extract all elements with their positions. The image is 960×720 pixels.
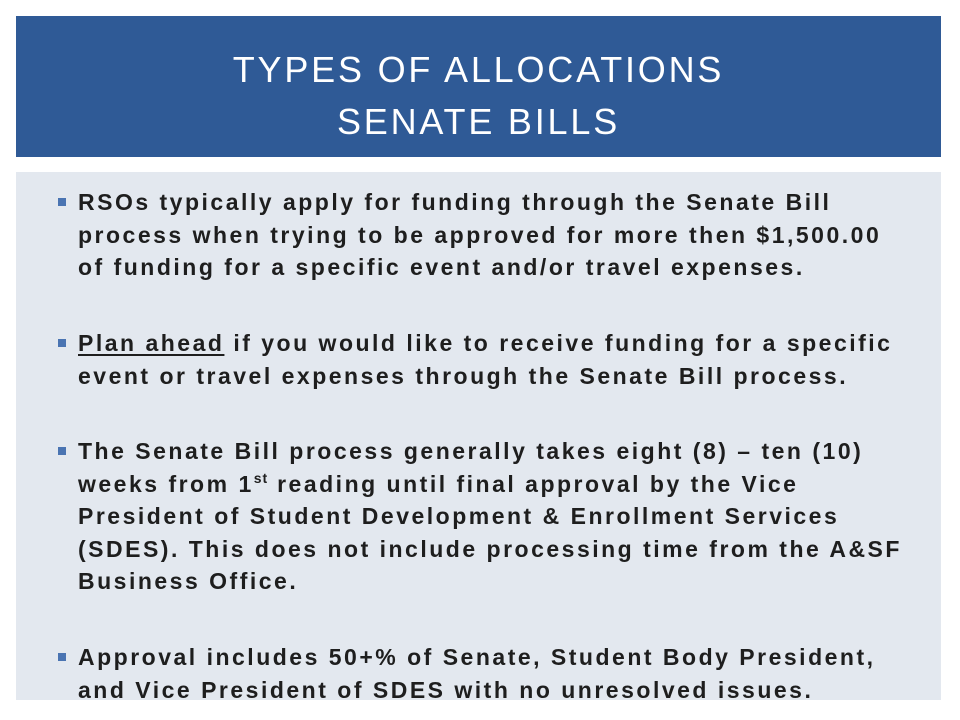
bullet-text-line	[78, 468, 938, 501]
bullet-text-segment: reading until final approval by the Vice	[268, 470, 799, 497]
bullet-item-plan-ahead	[78, 327, 938, 392]
bullet-text-line: RSOs typically apply for funding through the Senate Bill	[78, 189, 832, 215]
bullet-text-segment: weeks from 1	[78, 470, 254, 497]
bullet-text-line: The Senate Bill process generally takes eight (8) – ten (10)	[78, 438, 864, 464]
square-bullet-icon	[58, 198, 66, 206]
bullet-text-line: and Vice President of SDES with no unresolved issues.	[78, 676, 814, 703]
square-bullet-icon	[58, 339, 66, 347]
bullet-text-line: event or travel expenses through the Senate Bill process.	[78, 362, 849, 389]
bullet-text-line: (SDES). This does not include processing time from the A&SF	[78, 535, 902, 562]
square-bullet-icon	[58, 653, 66, 661]
square-bullet-icon	[58, 447, 66, 455]
bullet-item-approval-requirements	[78, 641, 938, 706]
bullet-text-line: of funding for a specific event and/or travel expenses.	[78, 254, 805, 280]
bullet-item-process-duration	[78, 435, 938, 598]
bullet-text-line	[78, 327, 938, 360]
bullet-text-line: President of Student Development & Enrollment Services	[78, 503, 840, 529]
bullet-text-line: Business Office.	[78, 568, 299, 594]
bullet-text-segment: if you would like to receive funding for a specific	[224, 330, 893, 356]
bullet-text-line: Approval includes 50+% of Senate, Student Body President,	[78, 644, 876, 670]
bullet-text-line: process when trying to be approved for more then $1,500.00	[78, 221, 882, 248]
ordinal-superscript: st	[253, 469, 269, 486]
slide-title-line-2: SENATE BILLS	[336, 101, 621, 142]
title-banner	[16, 16, 941, 157]
bullet-item-senate-bill-process	[78, 186, 938, 284]
emphasis-text: Plan ahead	[78, 330, 225, 356]
slide-title-line-1: TYPES OF ALLOCATIONS	[232, 49, 725, 90]
